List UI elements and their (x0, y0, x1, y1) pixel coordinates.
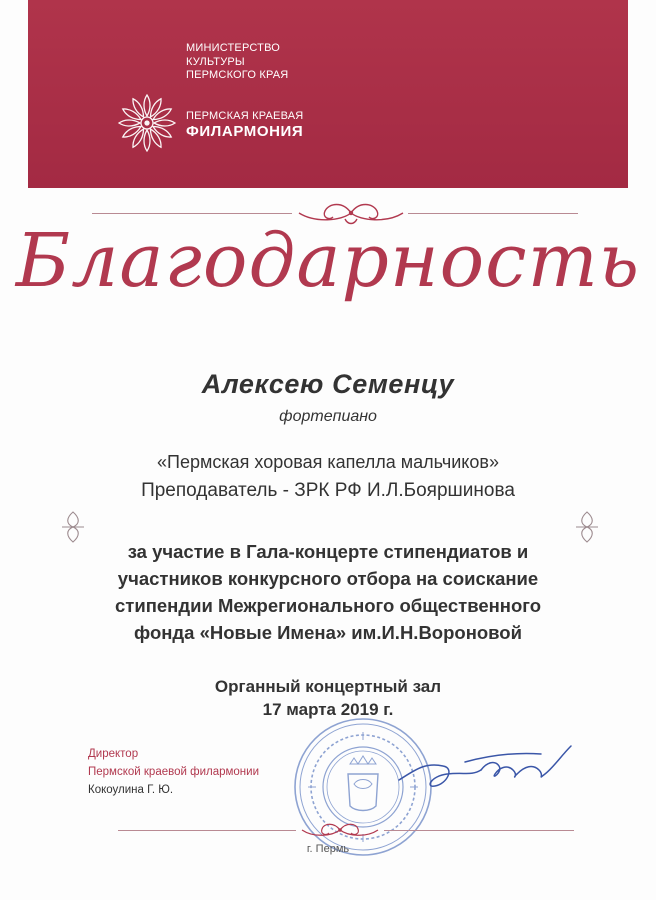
city: г. Пермь (306, 843, 350, 855)
signatory-organization: Пермской краевой филармонии (88, 766, 259, 778)
reason-text (0, 538, 656, 646)
top-rule-right (408, 213, 578, 214)
philharmonic-name-small: ПЕРМСКАЯ КРАЕВАЯ (186, 110, 304, 122)
ministry-line: МИНИСТЕРСТВО (186, 42, 280, 54)
bottom-rule-right (384, 830, 574, 831)
reason-line: стипендии Межрегионального общественного (114, 595, 542, 616)
instrument: фортепиано (279, 408, 377, 425)
signature-mark (395, 740, 575, 810)
reason-line: за участие в Гала-концерте стипендиатов и (127, 541, 529, 562)
header-banner (28, 0, 628, 188)
event-date: 17 марта 2019 г. (262, 700, 394, 719)
ministry-name (186, 42, 288, 83)
reason-line: участников конкурсного отбора на соискание (117, 568, 539, 589)
bottom-rule-left (118, 830, 296, 831)
ministry-line: ПЕРМСКОГО КРАЯ (186, 69, 289, 81)
reason-line: фонда «Новые Имена» им.И.Н.Вороновой (134, 622, 522, 643)
signatory-block (88, 745, 259, 799)
signatory-role: Директор (88, 748, 139, 760)
ornament-icon (300, 819, 380, 843)
teacher-line: Преподаватель - ЗРК РФ И.Л.Бояршинова (141, 480, 515, 501)
philharmonic-logo-icon (116, 92, 178, 154)
recipient-name: Алексею Семенцу (201, 369, 455, 399)
venue-name: Органный концертный зал (214, 677, 442, 696)
ministry-line: КУЛЬТУРЫ (186, 55, 245, 68)
signatory-name: Кокоулина Г. Ю. (88, 784, 174, 796)
school-name: «Пермская хоровая капелла мальчиков» (157, 452, 499, 472)
top-rule-left (92, 213, 292, 214)
philharmonic-name-big: ФИЛАРМОНИЯ (186, 123, 304, 140)
certificate-title: Благодарность (15, 218, 641, 304)
